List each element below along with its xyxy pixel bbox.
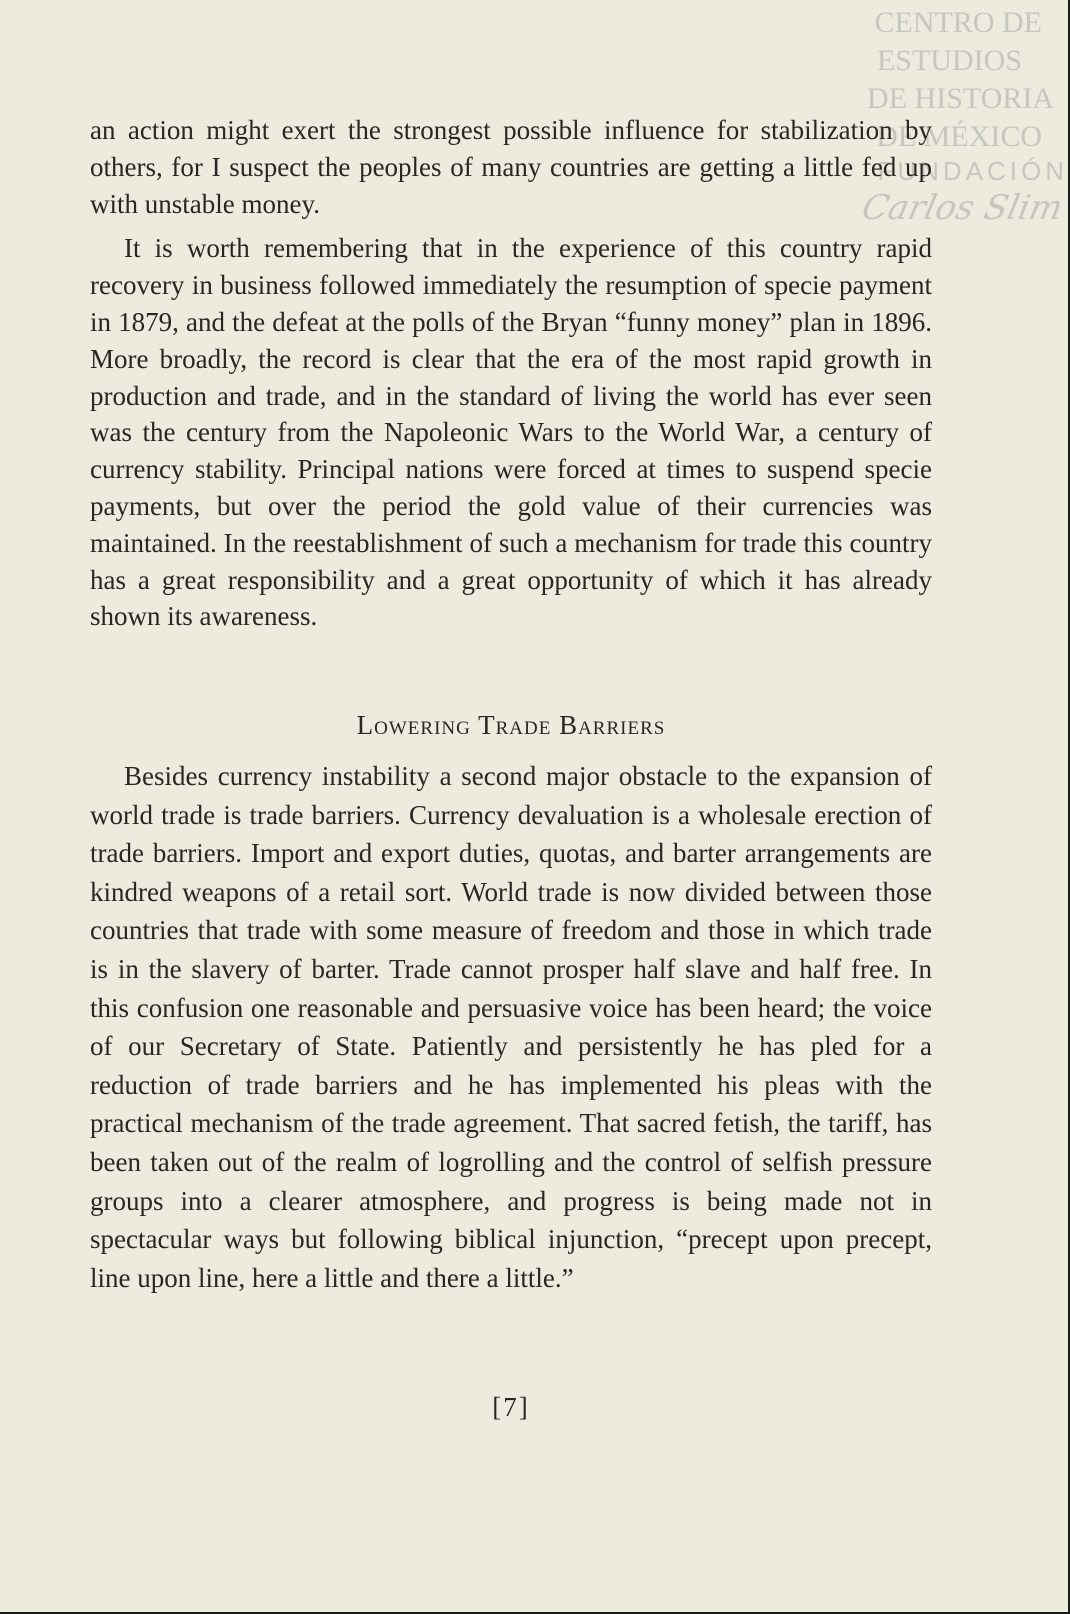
paragraph-continuation: an action might exert the strongest possible influence for stabilization by others, for I suspect the peoples of many countries are getting a little fed up with unstable money. <box>90 115 932 219</box>
top-text-block <box>90 112 932 635</box>
bottom-text-block <box>90 757 932 1297</box>
paragraph-trade-barriers: Besides currency instability a second major obstacle to the expansion of world trade is trade barriers. Currency devaluation is a wholesale erection of trade barriers. Import and export duties, quotas, and barter arrangements are kindred weapons of a retail sort. World trade is now divided between those countries that trade with some measure of freedom and those in which trade is in the slavery of barter. Trade cannot prosper half slave and half free. In this confusion one reasonable and persuasive voice has been heard; the voice of our Secretary of State. Patiently and persistently he has pled for a reduction of trade barriers and he has implemented his pleas with the practical mechanism of the trade agreement. That sacred fetish, the tariff, has been taken out of the realm of logrolling and the control of selfish pressure groups into a clearer atmosphere, and progress is being made not in spectacular ways but following biblical injunction, “precept upon precept, line upon line, here a little and there a little.” <box>90 761 932 1293</box>
watermark-foundation: FUNDACIÓN <box>877 156 1068 186</box>
watermark-line-3: DE HISTORIA <box>867 82 1054 115</box>
paragraph-recovery: It is worth remembering that in the experience of this country rapid recovery in business followed immediately the resumption of specie payment in 1879, and the defeat at the polls of the Bryan “funny money” plan in 1896. More broadly, the record is clear that the era of the most rapid growth in production and trade, and in the standard of living the world has ever seen was the century from the Napoleonic Wars to the World War, a century of currency stability. Principal nations were forced at times to suspend specie payments, but over the period the gold value of their currencies was maintained. In the reestablishment of such a mechanism for trade this country has a great responsibility and a great opportunity of which it has already shown its awareness. <box>90 233 932 632</box>
watermark-signature: Carlos Slim <box>858 188 1067 228</box>
page-number: [7] <box>492 1392 530 1422</box>
section-heading: Lowering Trade Barriers <box>356 710 666 740</box>
watermark-line-2: ESTUDIOS <box>876 44 1022 77</box>
watermark-line-4: DE MÉXICO <box>876 120 1042 153</box>
watermark-line-1: CENTRO DE <box>874 6 1042 39</box>
